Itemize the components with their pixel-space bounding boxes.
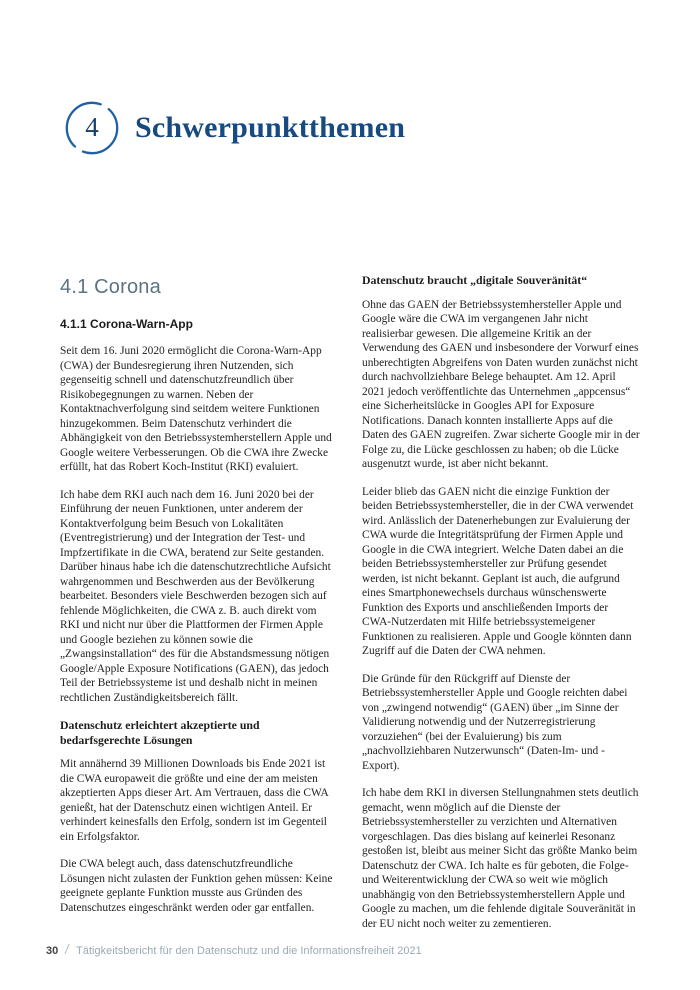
body-paragraph: Die CWA belegt auch, dass datenschutzfreundliche Lösungen nicht zulasten der Funktion gehen müssen: Keine geeignete geplante Funktion musste aus Gründen des Datenschutzes eingeschränkt werden oder gar entfallen. [60, 858, 333, 914]
body-paragraph: Mit annähernd 39 Millionen Downloads bis Ende 2021 ist die CWA europaweit die größte und eine der am meisten akzeptierten Apps dieser Art. Am Vertrauen, dass die CWA genießt, hat der Datenschutz einen wichtigen Anteil. Er verhindert keinesfalls den Erfolg, sondern ist im Gegenteil ein Erfolgsfaktor. [60, 758, 329, 843]
chapter-number-circle [64, 100, 120, 156]
subsection-heading: 4.1.1 Corona-Warn-App [60, 317, 193, 331]
chapter-title: Schwerpunktthemen [135, 111, 406, 144]
footer-report-title: Tätigkeitsbericht für den Datenschutz und die Informationsfreiheit 2021 [76, 945, 422, 957]
page-footer [46, 941, 422, 957]
run-in-heading: Datenschutz erleichtert akzeptierte und bedarfsgerechte Lösungen [60, 718, 260, 747]
left-column [60, 272, 338, 944]
right-column [362, 272, 640, 944]
body-paragraph: Leider blieb das GAEN nicht die einzige Funktion der beiden Betriebssystemhersteller, die in der CWA verwendet wird. Anlässlich der Datenerhebungen zur Evaluierung der CWA wurde die Integritätsprüfung der Firmen Apple und Google in die CWA integriert. Welche Daten dabei an die beiden Betriebssystemhersteller zur Prüfung gesendet werden, ist nicht bekannt. Geplant ist auch, die aufgrund eines Smartphonewechsels durchaus wünschenswerte Funktion des Exports und anschließenden Imports der CWA-Nutzerdaten mit Hilfe betriebssystemeigener Funktionen zu realisieren. Apple und Google könnten dann Zugriff auf die Daten der CWA nehmen. [362, 485, 634, 657]
chapter-header [64, 100, 405, 156]
two-column-body [60, 272, 641, 944]
body-paragraph: Ich habe dem RKI auch nach dem 16. Juni 2020 bei der Einführung der neuen Funktionen, unter anderem der Kontaktverfolgung beim Besuch von Lokalitäten (Eventregistrierung) und der Integration der Test- und Impfzertifikate in die CWA, beratend zur Seite gestanden. Darüber hinaus habe ich die datenschutzrechtliche Aufsicht wahrgenommen und Beschwerden aus der Bevölkerung bearbeitet. Besonders viele Beschwerden bezogen sich auf fehlende Möglichkeiten, die CWA z. B. auch direkt vom RKI und nicht nur über die Plattformen der Firmen Apple und Google beziehen zu können sowie die „Zwangsinstallation“ des für die Abstandsmessung nötigen Google/Apple Exposure Notifications (GAEN), das jedoch Teil der Betriebssysteme ist und deshalb nicht in meinen rechtlichen Zuständigkeitsbereich fällt. [60, 488, 331, 704]
run-in-heading: Datenschutz braucht „digitale Souveränität“ [362, 273, 588, 287]
page-number: 30 [46, 945, 59, 957]
body-paragraph: Die Gründe für den Rückgriff auf Dienste der Betriebssystemhersteller Apple und Google reichten dabei von „zwingend notwendig“ (GAEN) über „im Sinne der Validierung notwendig und der Nutzerregistrierung vorzuziehen“ (bei der Evaluierung) bis zum „nachvollziehbaren Nutzerwunsch“ (Daten-Im- und -Export). [362, 672, 628, 772]
section-heading: 4.1 Corona [60, 276, 161, 298]
body-paragraph: Ich habe dem RKI in diversen Stellungnahmen stets deutlich gemacht, wenn möglich auf die Dienste der Betriebssystemhersteller zu verzichten und Alternativen vorgeschlagen. Das dies bislang auf keinerlei Resonanz gestoßen ist, bleibt aus meiner Sicht das größte Manko beim Datenschutz der CWA. Ich halte es für geboten, die Folge- und Weiterentwicklung der CWA so weit wie möglich unabhängig von den Betriebssystemherstellern Apple und Google zu machen, um die fehlende digitale Souveränität in der EU nicht noch weiter zu zementieren. [362, 787, 639, 930]
chapter-number: 4 [85, 111, 99, 142]
footer-separator: / [64, 941, 71, 957]
body-paragraph: Seit dem 16. Juni 2020 ermöglicht die Corona-Warn-App (CWA) der Bundesregierung ihren Nutzenden, sich gegenseitig schnell und datenschutzfreundlich über Risikobegegnungen zu warnen. Neben der Kontaktnachverfolgung sind seitdem weitere Funktionen hinzugekommen. Beim Datenschutz verhindert die Abhängigkeit von den Betriebssystemherstellern Apple und Google weitere Verbesserungen. Ob die CWA ihre Zwecke erfüllt, hat das Robert Koch-Institut (RKI) evaluiert. [60, 345, 332, 473]
body-paragraph: Ohne das GAEN der Betriebssystemhersteller Apple und Google wäre die CWA im vergangenen Jahr nicht realisierbar gewesen. Die allgemeine Kritik an der Verwendung des GAEN und insbesondere der Vorwurf eines unberechtigten Abgreifens von Daten wurden zunächst nicht durch nachvollziehbare Belege behauptet. Am 12. April 2021 jedoch veröffentlichte das Unternehmen „appcensus“ eine Sicherheitslücke in Googles API for Exposure Notifications. Danach konnten installierte Apps auf die Daten des GAEN zugreifen. Zwar sicherte Google mir in der Folge zu, die Lücke geschlossen zu haben; ob die Lücke ausgenutzt wurde, ist aber nicht bekannt. [362, 298, 640, 470]
